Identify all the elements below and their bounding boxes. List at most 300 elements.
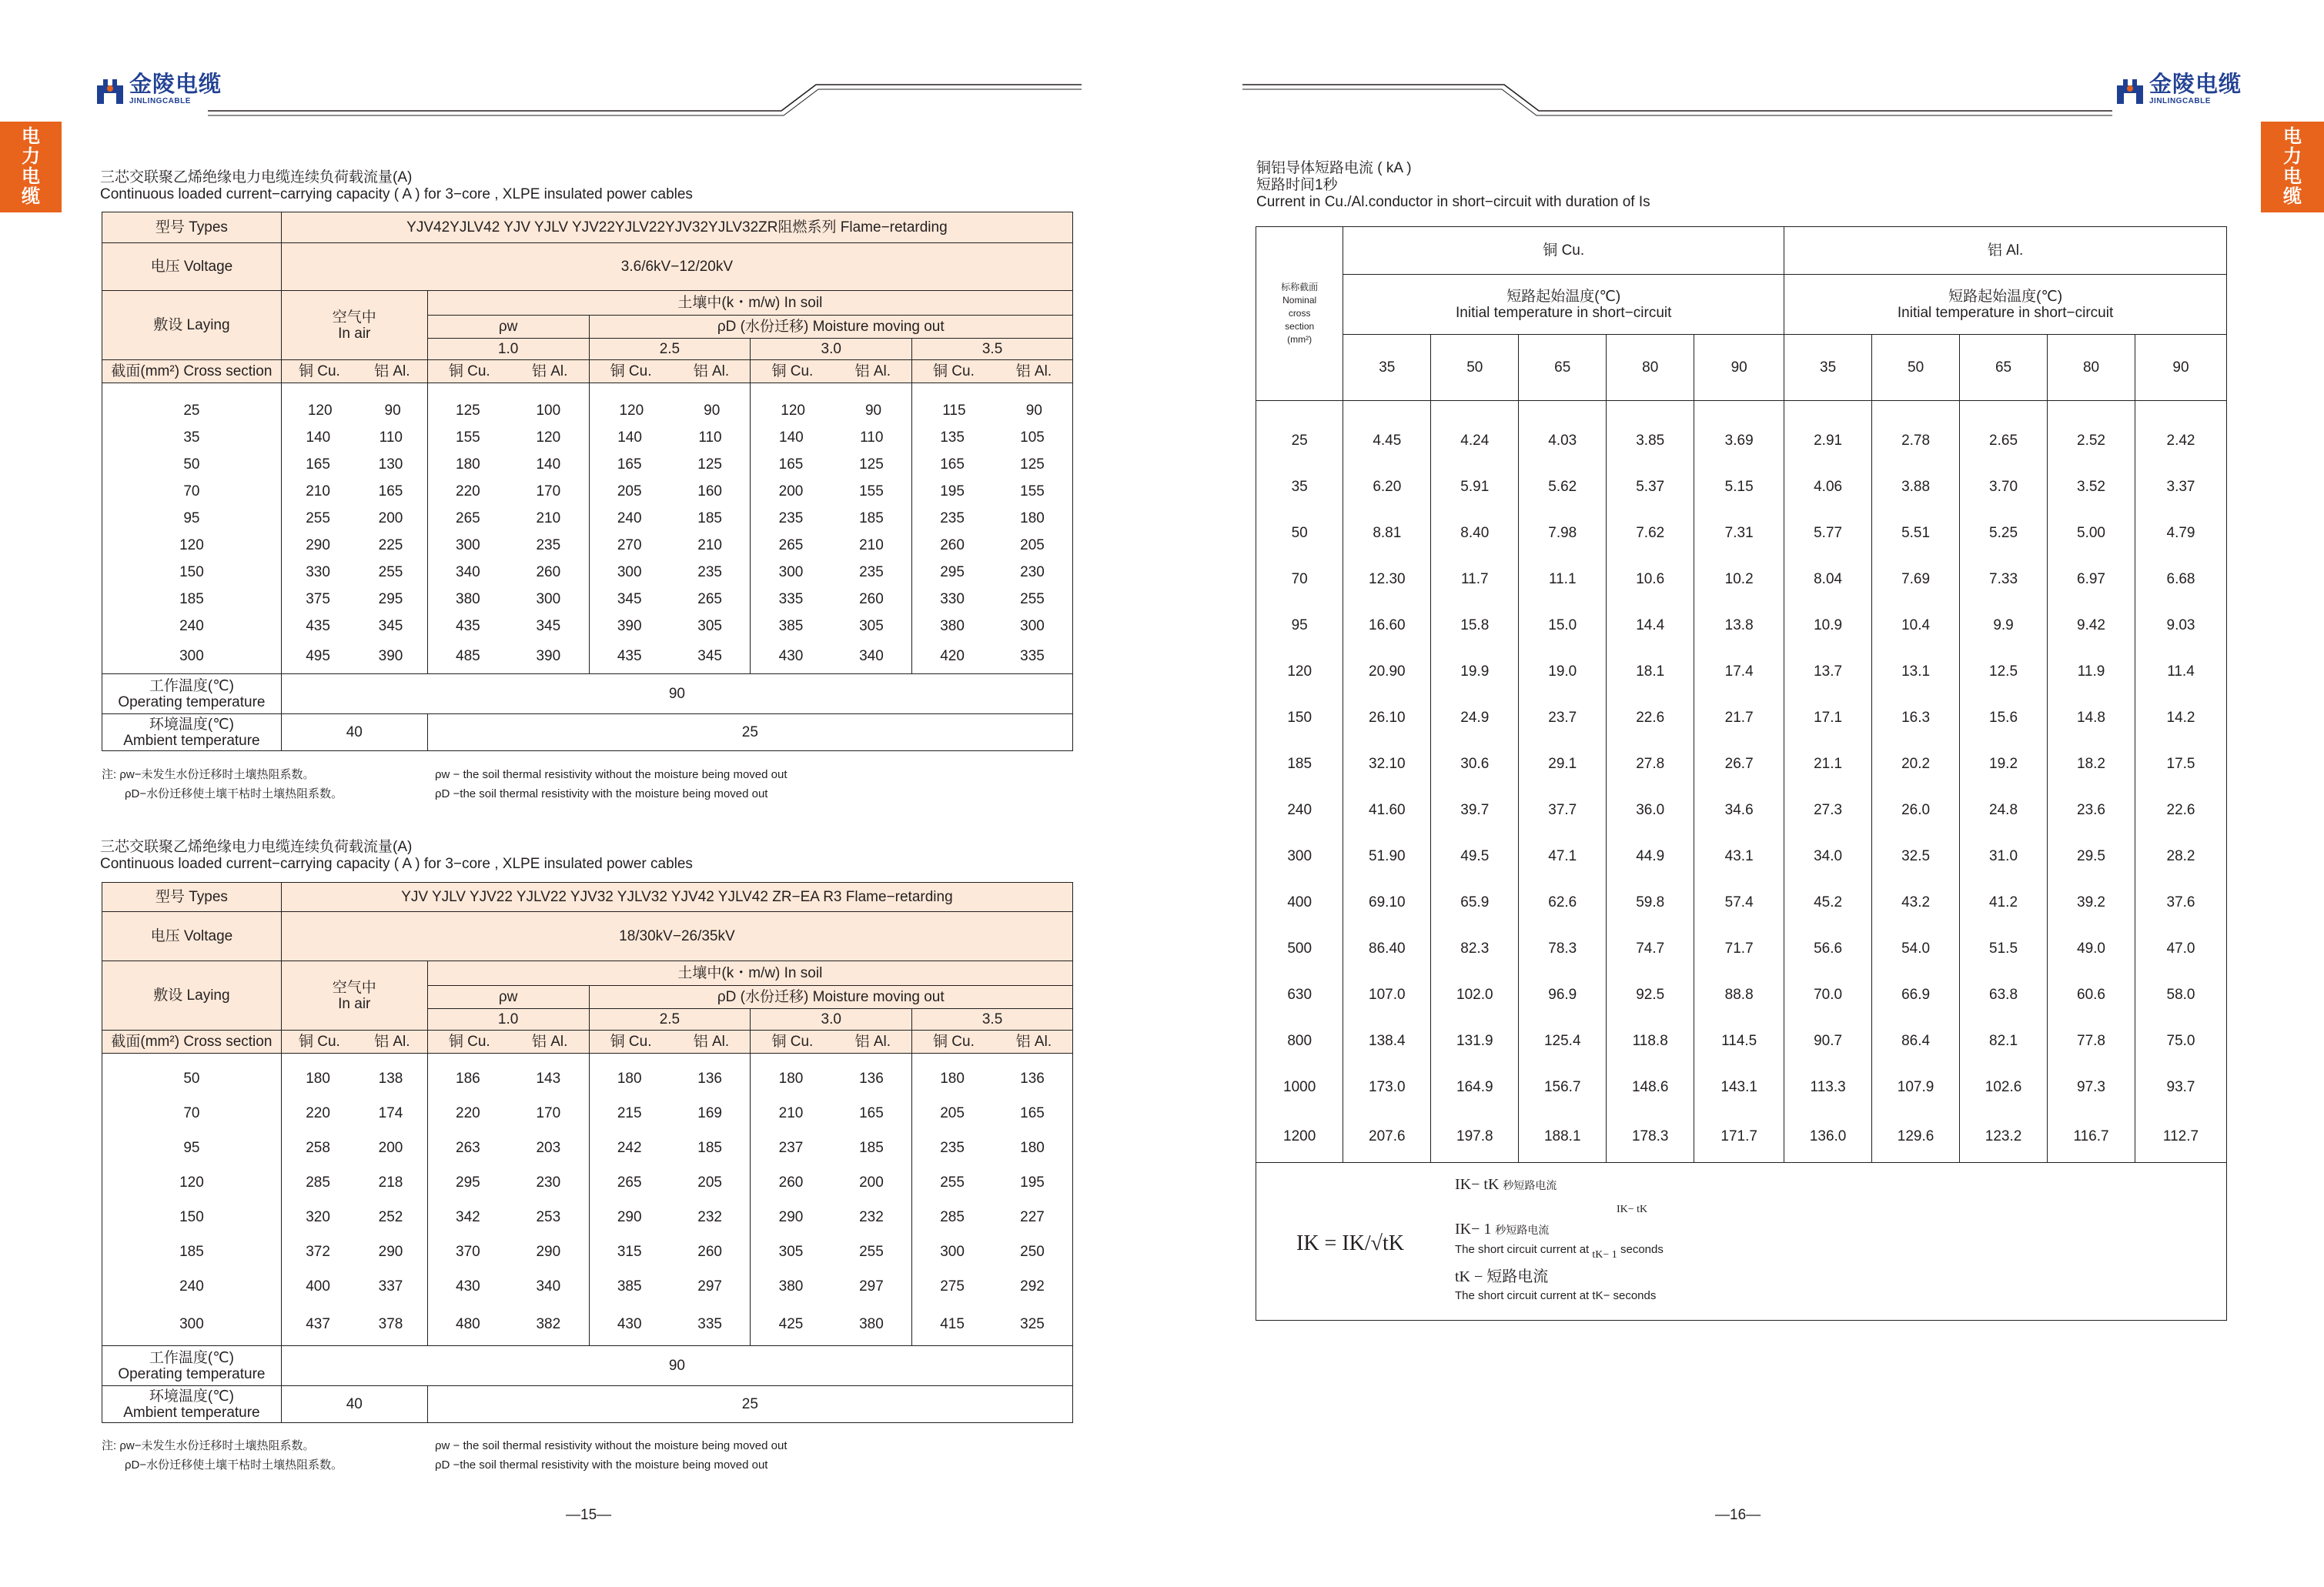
cu-value: 155 xyxy=(456,429,480,446)
al-current-value: 19.2 xyxy=(1960,741,2048,787)
al-current-value: 45.2 xyxy=(1784,880,1872,926)
cross-section-value: 35 xyxy=(102,424,282,451)
cross-section-value: 300 xyxy=(102,640,282,674)
cu-value: 180 xyxy=(456,456,480,473)
cu-value: 285 xyxy=(306,1174,330,1191)
side-tab: 电力电缆 xyxy=(0,122,62,212)
rho-w-label: ρw xyxy=(427,986,589,1009)
value-cell xyxy=(589,559,751,586)
al-current-value: 56.6 xyxy=(1784,926,1872,972)
al-value: 340 xyxy=(536,1278,561,1295)
al-current-value: 39.2 xyxy=(2048,880,2135,926)
cu-value: 290 xyxy=(306,536,330,553)
temperature-header: 90 xyxy=(1694,335,1784,401)
brand-name-en: JINLINGCABLE xyxy=(2149,97,2211,105)
al-value: 305 xyxy=(859,617,884,634)
al-value: 165 xyxy=(859,1104,884,1121)
cu-current-value: 88.8 xyxy=(1694,972,1784,1018)
temperature-header: 80 xyxy=(2048,335,2135,401)
value-cell xyxy=(751,1269,912,1304)
al-value: 235 xyxy=(859,563,884,580)
value-cell xyxy=(751,1235,912,1269)
formula-cell xyxy=(1256,1163,2227,1321)
cu-value: 140 xyxy=(779,429,804,446)
temperature-header: 50 xyxy=(1431,335,1519,401)
cu-value: 275 xyxy=(940,1278,965,1295)
cu-value: 375 xyxy=(306,590,330,607)
cu-current-value: 36.0 xyxy=(1607,787,1694,834)
al-current-value: 123.2 xyxy=(1960,1111,2048,1163)
al-value: 290 xyxy=(536,1243,561,1260)
table2-note-en: ρw − the soil thermal resistivity without the moisture being moved out ρD −the soil thermal resistivity with the moisture being moved out xyxy=(435,1439,787,1472)
al-value: 165 xyxy=(1020,1104,1045,1121)
voltage-value: 3.6/6kV−12/20kV xyxy=(281,243,1072,291)
cu-current-value: 5.15 xyxy=(1694,464,1784,510)
operating-temp-value: 90 xyxy=(281,1346,1072,1386)
al-current-value: 3.52 xyxy=(2048,464,2135,510)
laying-label: 敷设 Laying xyxy=(102,961,282,1031)
formula-line-3-en: The short circuit current at tK− seconds xyxy=(1455,1289,1657,1302)
al-current-value: 16.3 xyxy=(1872,695,1960,741)
voltage-value: 18/30kV−26/35kV xyxy=(281,912,1072,961)
cu-current-value: 74.7 xyxy=(1607,926,1694,972)
al-current-value: 41.2 xyxy=(1960,880,2048,926)
al-value: 110 xyxy=(379,429,403,446)
cu-value: 260 xyxy=(778,1174,804,1191)
brand-name-cn: 金陵电缆 xyxy=(2149,72,2242,97)
cross-section-value: 150 xyxy=(102,559,282,586)
al-value: 340 xyxy=(859,648,884,665)
in-soil-label: 土壤中(k・m/w) In soil xyxy=(427,961,1072,986)
formula-lhs: IK = IK/√tK xyxy=(1296,1231,1405,1255)
al-value: 90 xyxy=(1025,402,1042,419)
al-current-value: 22.6 xyxy=(2135,787,2226,834)
cross-section-value: 185 xyxy=(102,586,282,613)
al-current-value: 136.0 xyxy=(1784,1111,1872,1163)
soil-value: 1.0 xyxy=(427,1009,589,1031)
value-cell xyxy=(427,640,589,674)
cu-value: 205 xyxy=(940,1104,965,1121)
value-cell xyxy=(427,1235,589,1269)
cu-current-value: 102.0 xyxy=(1431,972,1519,1018)
al-current-value: 112.7 xyxy=(2135,1111,2226,1163)
value-cell xyxy=(589,640,751,674)
cu-value: 420 xyxy=(940,648,965,665)
table-row xyxy=(1256,972,2227,1018)
temperature-header-row xyxy=(1256,335,2227,401)
soil-value: 2.5 xyxy=(589,339,751,360)
cu-value: 435 xyxy=(617,648,642,665)
al-value: 290 xyxy=(378,1243,403,1260)
value-cell xyxy=(281,1269,427,1304)
short-circuit-title: 铜铝导体短路电流 ( kA ) 短路时间1秒 Current in Cu./Al.conductor in short−circuit with duration of Is xyxy=(1256,160,1650,210)
cross-section-value: 95 xyxy=(102,505,282,532)
cu-current-value: 4.03 xyxy=(1519,401,1607,464)
operating-temp-label: 工作温度(℃) Operating temperature xyxy=(102,1346,282,1386)
cu-value: 235 xyxy=(940,510,965,526)
soil-value: 2.5 xyxy=(589,1009,751,1031)
al-value: 205 xyxy=(697,1174,722,1191)
value-cell xyxy=(912,613,1073,640)
cu-current-value: 29.1 xyxy=(1519,741,1607,787)
al-value: 250 xyxy=(1020,1243,1045,1260)
al-value: 232 xyxy=(697,1208,722,1225)
al-current-value: 7.33 xyxy=(1960,556,2048,603)
al-value: 335 xyxy=(1020,648,1045,665)
cu-value: 115 xyxy=(942,402,966,419)
al-value: 105 xyxy=(1020,429,1045,446)
table-row xyxy=(102,383,1073,424)
cu-value: 255 xyxy=(940,1174,965,1191)
value-cell xyxy=(427,586,589,613)
al-current-value: 4.06 xyxy=(1784,464,1872,510)
cu-value: 195 xyxy=(940,483,965,499)
formula-line-3: tK − 短路电流 xyxy=(1455,1268,1549,1285)
value-cell xyxy=(751,1165,912,1200)
al-current-value: 4.79 xyxy=(2135,510,2226,556)
al-value: 180 xyxy=(1020,510,1045,526)
nominal-cross-section-label: 标称截面 Nominal cross section (mm²) xyxy=(1256,227,1343,401)
al-current-value: 43.2 xyxy=(1872,880,1960,926)
value-cell xyxy=(751,383,912,424)
cu-value: 265 xyxy=(456,510,480,526)
value-cell xyxy=(589,1054,751,1096)
soil-value: 3.0 xyxy=(751,1009,912,1031)
value-cell xyxy=(912,478,1073,505)
cu-value: 180 xyxy=(617,1070,642,1087)
al-current-value: 51.5 xyxy=(1960,926,2048,972)
cu-current-value: 41.60 xyxy=(1343,787,1431,834)
value-cell xyxy=(912,383,1073,424)
cu-value: 370 xyxy=(456,1243,480,1260)
cu-value: 335 xyxy=(778,590,804,607)
in-soil-label: 土壤中(k・m/w) In soil xyxy=(427,291,1072,316)
value-cell xyxy=(589,1096,751,1131)
al-value: 210 xyxy=(536,510,561,526)
value-cell xyxy=(427,424,589,451)
al-current-value: 102.6 xyxy=(1960,1064,2048,1111)
value-cell xyxy=(281,640,427,674)
cu-value: 385 xyxy=(617,1278,642,1295)
cross-section-value: 240 xyxy=(102,613,282,640)
cu-current-value: 188.1 xyxy=(1519,1111,1607,1163)
al-value: 110 xyxy=(860,429,884,446)
cu-value: 180 xyxy=(778,1070,804,1087)
cross-section-value: 95 xyxy=(1256,603,1343,649)
temperature-header: 80 xyxy=(1607,335,1694,401)
ambient-temp-label: 环境温度(℃) Ambient temperature xyxy=(102,714,282,751)
value-cell xyxy=(589,1200,751,1235)
al-current-value: 11.4 xyxy=(2135,649,2226,695)
al-value: 205 xyxy=(1020,536,1045,553)
cu-current-value: 171.7 xyxy=(1694,1111,1784,1163)
cu-value: 330 xyxy=(940,590,965,607)
al-value: 136 xyxy=(697,1070,722,1087)
al-current-value: 116.7 xyxy=(2048,1111,2135,1163)
table-row xyxy=(102,424,1073,451)
cu-value: 320 xyxy=(306,1208,330,1225)
cu-value: 480 xyxy=(456,1316,480,1333)
cu-current-value: 4.45 xyxy=(1343,401,1431,464)
al-value: 382 xyxy=(536,1316,561,1333)
cu-current-value: 173.0 xyxy=(1343,1064,1431,1111)
short-circuit-body xyxy=(1256,401,2227,1163)
value-cell xyxy=(427,613,589,640)
table-row xyxy=(102,586,1073,613)
cu-value: 390 xyxy=(617,617,642,634)
cu-value: 300 xyxy=(778,563,804,580)
al-current-value: 8.04 xyxy=(1784,556,1872,603)
value-cell xyxy=(589,1304,751,1346)
cu-current-value: 20.90 xyxy=(1343,649,1431,695)
al-value: 138 xyxy=(378,1070,403,1087)
al-value: 335 xyxy=(697,1316,722,1333)
value-cell xyxy=(751,451,912,478)
value-cell xyxy=(751,532,912,559)
al-value: 185 xyxy=(697,510,722,526)
cu-value: 400 xyxy=(306,1278,330,1295)
al-current-value: 10.4 xyxy=(1872,603,1960,649)
value-cell xyxy=(427,1054,589,1096)
al-current-value: 77.8 xyxy=(2048,1018,2135,1064)
al-value: 345 xyxy=(697,648,722,665)
table1-note-cn: 注: ρw−未发生水份迁移时土壤热阻系数。 ρD−水份迁移使土壤干枯时土壤热阻系数。 xyxy=(102,768,343,800)
cross-section-value: 800 xyxy=(1256,1018,1343,1064)
table-row xyxy=(1256,401,2227,464)
cu-current-value: 7.31 xyxy=(1694,510,1784,556)
table-row xyxy=(102,559,1073,586)
al-value: 255 xyxy=(1020,590,1045,607)
al-value: 235 xyxy=(697,563,722,580)
cross-section-value: 400 xyxy=(1256,880,1343,926)
value-cell xyxy=(589,586,751,613)
al-value: 225 xyxy=(378,536,403,553)
al-value: 90 xyxy=(864,402,882,419)
cu-value: 180 xyxy=(306,1070,330,1087)
cu-value: 485 xyxy=(456,648,480,665)
value-cell xyxy=(427,478,589,505)
table-row xyxy=(1256,1018,2227,1064)
value-cell xyxy=(281,1054,427,1096)
al-value: 170 xyxy=(536,1104,561,1121)
cu-current-value: 22.6 xyxy=(1607,695,1694,741)
cu-current-value: 5.91 xyxy=(1431,464,1519,510)
brand-name-cn: 金陵电缆 xyxy=(129,72,222,97)
al-current-value: 5.77 xyxy=(1784,510,1872,556)
cu-value: 165 xyxy=(306,456,330,473)
cu-value: 380 xyxy=(778,1278,804,1295)
cu-current-value: 96.9 xyxy=(1519,972,1607,1018)
table-row xyxy=(1256,556,2227,603)
table-row xyxy=(1256,1064,2227,1111)
temperature-header: 65 xyxy=(1519,335,1607,401)
table-row xyxy=(1256,787,2227,834)
al-current-value: 3.70 xyxy=(1960,464,2048,510)
cu-current-value: 131.9 xyxy=(1431,1018,1519,1064)
al-current-value: 37.6 xyxy=(2135,880,2226,926)
table-row xyxy=(1256,1111,2227,1163)
cu-al-header-row: 截面(mm²) Cross section 铜 Cu. 铝 Al. 铜 Cu. 铝 Al. 铜 Cu. 铝 Al. 铜 Cu. 铝 Al. 铜 Cu. 铝 Al. xyxy=(102,360,1073,383)
table1-title: 三芯交联聚乙烯绝缘电力电缆连续负荷载流量(A) Continuous loaded current−carrying capacity ( A ) for 3−core , XLPE insulated power cables xyxy=(100,169,693,202)
al-current-value: 129.6 xyxy=(1872,1111,1960,1163)
cu-value: 300 xyxy=(456,536,480,553)
cu-current-value: 37.7 xyxy=(1519,787,1607,834)
cu-current-value: 19.0 xyxy=(1519,649,1607,695)
al-value: 297 xyxy=(697,1278,722,1295)
cross-section-value: 120 xyxy=(102,532,282,559)
cu-value: 140 xyxy=(617,429,642,446)
cu-value: 265 xyxy=(778,536,804,553)
cu-current-value: 6.20 xyxy=(1343,464,1431,510)
al-value: 125 xyxy=(697,456,722,473)
value-cell xyxy=(912,1235,1073,1269)
cu-value: 186 xyxy=(456,1070,480,1087)
table-row xyxy=(1256,926,2227,972)
cu-value: 242 xyxy=(617,1139,642,1156)
value-cell xyxy=(281,613,427,640)
cu-value: 165 xyxy=(778,456,804,473)
al-current-value: 70.0 xyxy=(1784,972,1872,1018)
ambient-soil-value: 25 xyxy=(427,1386,1072,1423)
cu-value: 210 xyxy=(778,1104,804,1121)
table1-note-en: ρw − the soil thermal resistivity without the moisture being moved out ρD −the soil thermal resistivity with the moisture being moved out xyxy=(435,768,787,800)
cu-value: 120 xyxy=(781,402,805,419)
al-current-value: 6.97 xyxy=(2048,556,2135,603)
cu-current-value: 125.4 xyxy=(1519,1018,1607,1064)
cu-value: 290 xyxy=(778,1208,804,1225)
cu-current-value: 143.1 xyxy=(1694,1064,1784,1111)
cu-current-value: 19.9 xyxy=(1431,649,1519,695)
al-value: 230 xyxy=(536,1174,561,1191)
cu-value: 120 xyxy=(307,402,333,419)
al-value: 143 xyxy=(536,1070,561,1087)
cu-value: 165 xyxy=(940,456,965,473)
laying-label: 敷设 Laying xyxy=(102,291,282,360)
cross-section-value: 185 xyxy=(1256,741,1343,787)
cu-value: 258 xyxy=(306,1139,330,1156)
table1-body xyxy=(102,383,1073,674)
page-number: —16— xyxy=(1715,1507,1761,1523)
cu-value: 180 xyxy=(940,1070,965,1087)
cu-value: 265 xyxy=(617,1174,642,1191)
value-cell xyxy=(427,1096,589,1131)
value-cell xyxy=(589,1235,751,1269)
soil-value: 3.5 xyxy=(912,339,1073,360)
al-current-value: 3.88 xyxy=(1872,464,1960,510)
cu-value: 220 xyxy=(306,1104,330,1121)
al-value: 378 xyxy=(378,1316,403,1333)
formula-line-2-en: The short circuit current at tK− 1 seconds xyxy=(1455,1243,1664,1261)
cu-value: 300 xyxy=(940,1243,965,1260)
cu-current-value: 44.9 xyxy=(1607,834,1694,880)
al-value: 292 xyxy=(1020,1278,1045,1295)
table-row xyxy=(1256,880,2227,926)
value-cell xyxy=(427,1200,589,1235)
table-row xyxy=(102,1235,1073,1269)
cu-current-value: 26.7 xyxy=(1694,741,1784,787)
cu-current-value: 8.81 xyxy=(1343,510,1431,556)
cu-current-value: 78.3 xyxy=(1519,926,1607,972)
cu-current-value: 4.24 xyxy=(1431,401,1519,464)
operating-temp-label: 工作温度(℃) Operating temperature xyxy=(102,674,282,714)
al-initial-temp-label: 短路起始温度(℃) Initial temperature in short−circuit xyxy=(1784,275,2227,335)
cu-current-value: 69.10 xyxy=(1343,880,1431,926)
al-value: 90 xyxy=(704,402,721,419)
cu-current-value: 10.6 xyxy=(1607,556,1694,603)
al-value: 345 xyxy=(536,617,561,634)
cross-section-value: 25 xyxy=(1256,401,1343,464)
al-current-value: 58.0 xyxy=(2135,972,2226,1018)
cross-section-value: 35 xyxy=(1256,464,1343,510)
value-cell xyxy=(427,1131,589,1165)
value-cell xyxy=(751,586,912,613)
al-current-value: 5.00 xyxy=(2048,510,2135,556)
table-row xyxy=(102,1096,1073,1131)
al-current-value: 107.9 xyxy=(1872,1064,1960,1111)
cu-current-value: 43.1 xyxy=(1694,834,1784,880)
temperature-header: 65 xyxy=(1960,335,2048,401)
cu-current-value: 57.4 xyxy=(1694,880,1784,926)
al-current-value: 7.69 xyxy=(1872,556,1960,603)
table-row xyxy=(102,532,1073,559)
cu-current-value: 13.8 xyxy=(1694,603,1784,649)
cu-current-value: 18.1 xyxy=(1607,649,1694,695)
al-current-value: 23.6 xyxy=(2048,787,2135,834)
al-current-value: 13.7 xyxy=(1784,649,1872,695)
cu-value: 380 xyxy=(456,590,480,607)
cu-current-value: 3.85 xyxy=(1607,401,1694,464)
al-current-value: 11.9 xyxy=(2048,649,2135,695)
cu-current-value: 49.5 xyxy=(1431,834,1519,880)
brand-logo xyxy=(2115,74,2242,105)
brand-logo xyxy=(95,74,222,105)
voltage-label: 电压 Voltage xyxy=(102,912,282,961)
al-value: 136 xyxy=(1020,1070,1045,1087)
cross-section-value: 240 xyxy=(1256,787,1343,834)
cu-value: 125 xyxy=(456,402,480,419)
al-value: 265 xyxy=(697,590,722,607)
operating-temp-value: 90 xyxy=(281,674,1072,714)
cu-current-value: 15.8 xyxy=(1431,603,1519,649)
al-current-value: 9.9 xyxy=(1960,603,2048,649)
cu-value: 235 xyxy=(940,1139,965,1156)
al-current-value: 49.0 xyxy=(2048,926,2135,972)
table-row xyxy=(102,1269,1073,1304)
value-cell xyxy=(912,424,1073,451)
al-value: 255 xyxy=(378,563,403,580)
cross-section-value: 50 xyxy=(1256,510,1343,556)
cu-current-value: 156.7 xyxy=(1519,1064,1607,1111)
value-cell xyxy=(751,424,912,451)
value-cell xyxy=(281,505,427,532)
cu-value: 200 xyxy=(778,483,804,499)
table-row xyxy=(102,1200,1073,1235)
cu-value: 260 xyxy=(940,536,965,553)
cu-value: 330 xyxy=(306,563,330,580)
value-cell xyxy=(281,424,427,451)
cross-section-label: 截面(mm²) Cross section xyxy=(102,360,282,383)
al-current-value: 21.1 xyxy=(1784,741,1872,787)
value-cell xyxy=(912,1269,1073,1304)
al-value: 200 xyxy=(859,1174,884,1191)
al-current-value: 13.1 xyxy=(1872,649,1960,695)
al-value: 325 xyxy=(1020,1316,1045,1333)
al-value: 345 xyxy=(378,617,403,634)
al-value: 200 xyxy=(378,510,403,526)
table-row xyxy=(102,505,1073,532)
cu-header: 铜 Cu. xyxy=(1343,227,1784,275)
cu-value: 425 xyxy=(778,1316,804,1333)
